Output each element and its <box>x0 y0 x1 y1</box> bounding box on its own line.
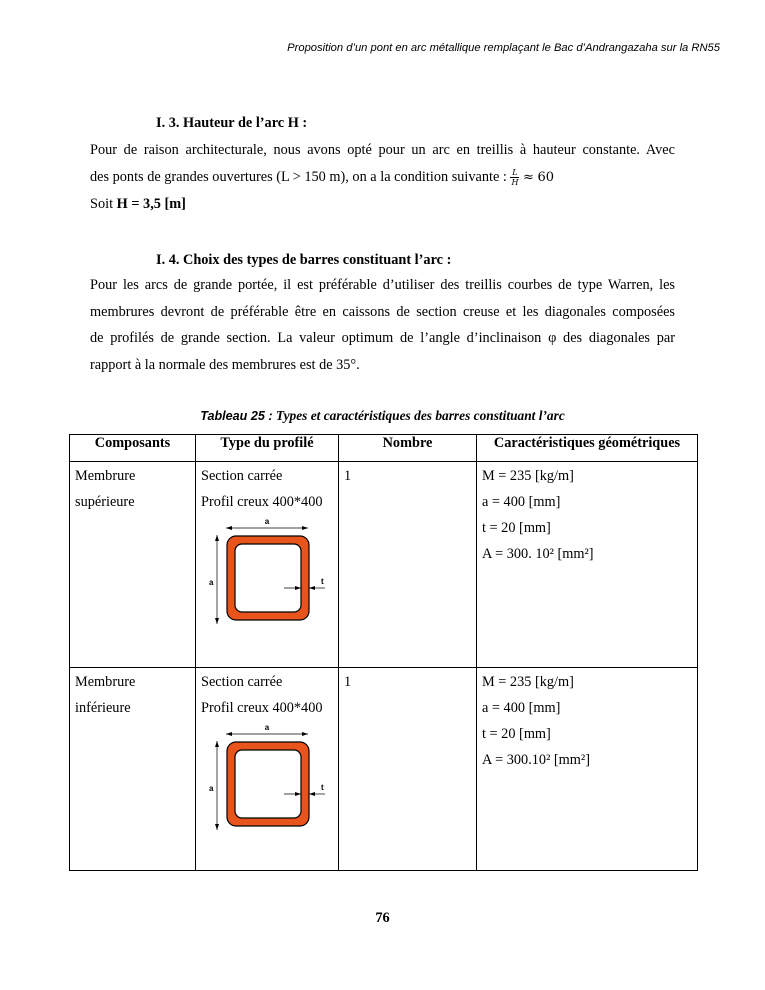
profile-text: Section carrée <box>201 674 283 690</box>
characteristic-value: a = 400 [mm] <box>482 494 561 510</box>
profile-text: Profil creux 400*400 <box>201 700 323 716</box>
component-cell <box>70 462 196 668</box>
component-text: Membrure <box>75 468 136 484</box>
count-cell <box>339 668 477 871</box>
ratio-fraction <box>510 168 519 187</box>
section-i3-body <box>90 137 675 218</box>
component-cell <box>70 668 196 871</box>
result-prefix: Soit <box>90 196 114 212</box>
approx-value: 60 <box>537 169 555 185</box>
thickness-arrow-right <box>309 586 315 590</box>
characteristics-cell <box>477 462 698 668</box>
count-value: 1 <box>344 674 352 690</box>
component-text: inférieure <box>75 700 131 716</box>
profile-cell <box>196 668 339 871</box>
height-arrow-bottom <box>215 824 219 830</box>
height-arrow-top <box>215 535 219 541</box>
inner-hollow <box>235 750 301 818</box>
table-caption <box>0 408 765 424</box>
width-arrow-left <box>226 732 232 736</box>
table-row <box>70 462 698 668</box>
fraction-numerator: L <box>512 167 518 177</box>
width-arrow-right <box>302 526 308 530</box>
column-header: Composants <box>70 435 196 462</box>
section-i3-line-2 <box>90 164 675 192</box>
square-hollow-section-diagram <box>206 517 336 629</box>
square-hollow-section-diagram <box>206 723 336 835</box>
characteristic-value: A = 300.10² [mm²] <box>482 752 590 768</box>
approx-symbol: ≈ <box>523 169 534 185</box>
profile-text: Profil creux 400*400 <box>201 494 323 510</box>
section-i4-line: de profilés de grande section. La valeur optimum de l’angle d’inclinaison φ des diagonales par <box>90 330 675 346</box>
width-label: a <box>264 723 270 732</box>
characteristic-value: t = 20 [mm] <box>482 520 551 536</box>
page-number: 76 <box>375 910 390 926</box>
characteristic-value: M = 235 [kg/m] <box>482 468 574 484</box>
section-i4-body <box>90 272 675 378</box>
section-i3-line-1: Pour de raison architecturale, nous avons opté pour un arc en treillis à hauteur constante. Avec <box>90 142 675 158</box>
width-label: a <box>264 517 270 526</box>
profile-cell <box>196 462 339 668</box>
component-text: Membrure <box>75 674 136 690</box>
characteristic-value: A = 300. 10² [mm²] <box>482 546 594 562</box>
height-arrow-top <box>215 741 219 747</box>
height-label: a <box>209 578 214 587</box>
table-caption-label: Tableau 25 : <box>200 409 273 423</box>
width-arrow-right <box>302 732 308 736</box>
count-value: 1 <box>344 468 352 484</box>
profiles-table <box>69 434 698 871</box>
characteristics-cell <box>477 668 698 871</box>
column-header: Type du profilé <box>196 435 339 462</box>
characteristic-value: M = 235 [kg/m] <box>482 674 574 690</box>
profile-text: Section carrée <box>201 468 283 484</box>
characteristic-value: t = 20 [mm] <box>482 726 551 742</box>
section-i4-line: membrures devront de préférable être en caissons de section creuse et les diagonales composées <box>90 303 675 320</box>
running-header: Proposition d’un pont en arc métallique remplaçant le Bac d’Andrangazaha sur la RN55 <box>287 42 720 54</box>
column-header: Caractéristiques géométriques <box>477 435 698 462</box>
column-header: Nombre <box>339 435 477 462</box>
thickness-label: t <box>321 577 324 586</box>
table-header-row <box>70 435 698 462</box>
height-label: a <box>209 784 214 793</box>
fraction-denominator: H <box>511 177 519 187</box>
height-arrow-bottom <box>215 618 219 624</box>
thickness-arrow-right <box>309 792 315 796</box>
section-i4-line: Pour les arcs de grande portée, il est préférable d’utiliser des treillis courbes de type Warren, les <box>90 277 675 293</box>
section-i3-title: I. 3. Hauteur de l’arc H : <box>156 115 308 131</box>
result-value: H = 3,5 [m] <box>116 196 186 212</box>
section-i4-title: I. 4. Choix des types de barres constituant l’arc : <box>156 252 452 268</box>
characteristic-value: a = 400 [mm] <box>482 700 561 716</box>
thickness-label: t <box>321 783 324 792</box>
section-i4-line: rapport à la normale des membrures est de 35°. <box>90 356 360 373</box>
table-row <box>70 668 698 871</box>
table-caption-text: Types et caractéristiques des barres constituant l’arc <box>275 408 565 423</box>
inner-hollow <box>235 544 301 612</box>
section-i3-line-2-text: des ponts de grandes ouvertures (L > 150 m), on a la condition suivante : <box>90 168 507 185</box>
section-i3-result <box>90 191 675 218</box>
width-arrow-left <box>226 526 232 530</box>
count-cell <box>339 462 477 668</box>
component-text: supérieure <box>75 494 135 510</box>
